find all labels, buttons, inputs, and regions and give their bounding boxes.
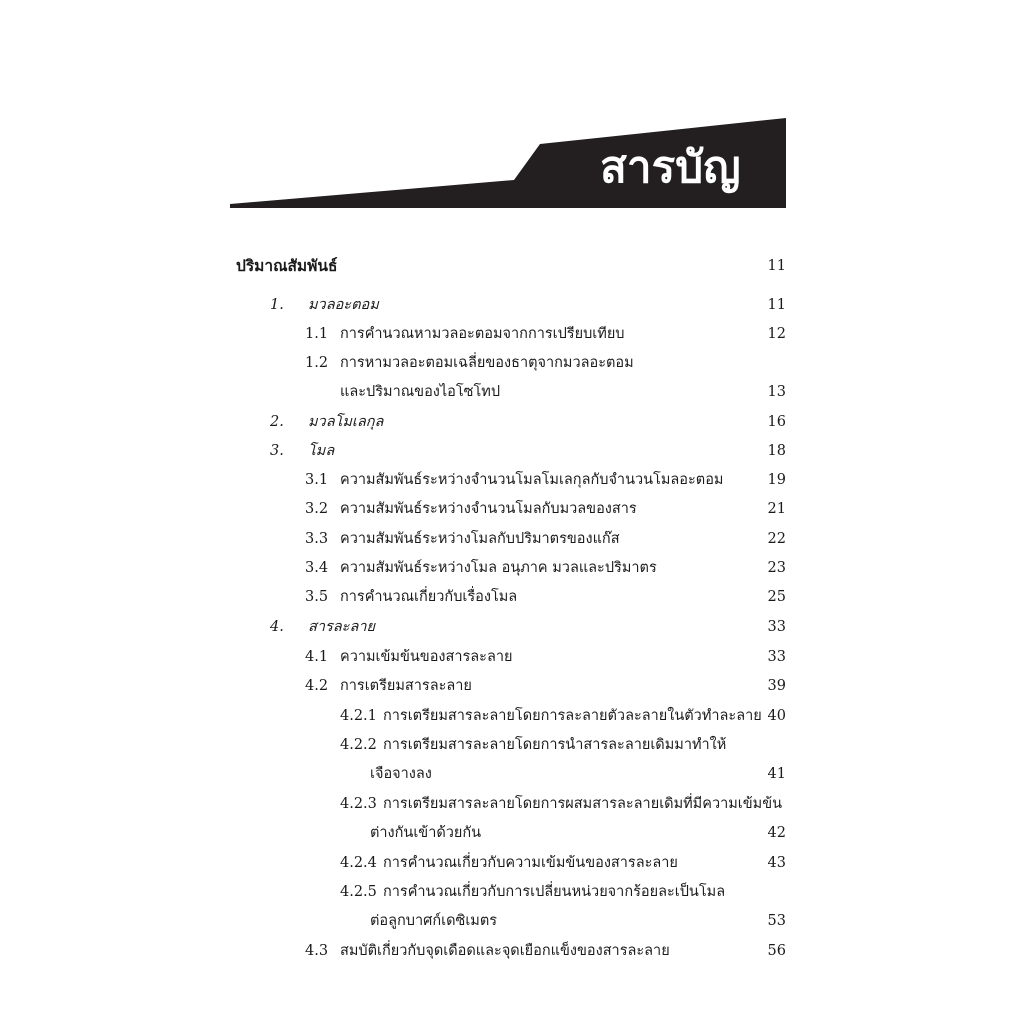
toc-entry-number: 4.2.4 bbox=[340, 855, 377, 871]
toc-page-number: 23 bbox=[767, 560, 786, 576]
toc-entry-title: การเตรียมสารละลายโดยการผสมสารละลายเดิมที่มีความเข้มข้น bbox=[383, 796, 783, 812]
page-title: สารบัญ bbox=[600, 142, 741, 193]
toc-page-number: 33 bbox=[767, 649, 786, 665]
toc-entry-title: การเตรียมสารละลาย bbox=[340, 678, 472, 694]
toc-page-number: 11 bbox=[767, 297, 786, 313]
toc-entry[interactable] bbox=[0, 321, 1024, 347]
toc-entry-title: สารละลาย bbox=[308, 619, 375, 635]
toc-entry-title-continued: เจือจางลง bbox=[370, 766, 432, 782]
toc-page-number: 39 bbox=[767, 678, 786, 694]
toc-entry[interactable] bbox=[0, 409, 1024, 435]
toc-entry-title: มวลอะตอม bbox=[308, 297, 379, 313]
toc-page-number: 16 bbox=[767, 414, 786, 430]
toc-page-number: 33 bbox=[767, 619, 786, 635]
toc-entry[interactable] bbox=[0, 673, 1024, 699]
toc-page-number: 53 bbox=[767, 913, 786, 929]
toc-entry[interactable] bbox=[0, 614, 1024, 640]
toc-entry-number: 4.3 bbox=[305, 943, 329, 959]
toc-entry[interactable] bbox=[0, 292, 1024, 318]
toc-entry-number: 4.2.3 bbox=[340, 796, 377, 812]
toc-entry-title: ปริมาณสัมพันธ์ bbox=[236, 256, 338, 275]
toc-entry-title-continued: ต่อลูกบาศก์เดซิเมตร bbox=[370, 913, 498, 929]
toc-entry[interactable] bbox=[0, 438, 1024, 464]
toc-entry-title: การคำนวณเกี่ยวกับเรื่องโมล bbox=[340, 589, 518, 605]
toc-entry-title: โมล bbox=[308, 443, 335, 459]
toc-entry[interactable] bbox=[0, 467, 1024, 493]
toc-entry-title: การคำนวณเกี่ยวกับการเปลี่ยนหน่วยจากร้อยละเป็นโมล bbox=[383, 884, 726, 900]
toc-entry-title: มวลโมเลกุล bbox=[308, 414, 384, 430]
toc-entry[interactable] bbox=[0, 938, 1024, 964]
toc-entry[interactable] bbox=[0, 703, 1024, 729]
toc-entry-number: 4.2.5 bbox=[340, 884, 377, 900]
toc-entry-continuation[interactable] bbox=[0, 820, 1024, 846]
toc-entry-title: ความเข้มข้นของสารละลาย bbox=[340, 649, 513, 665]
toc-entry-number: 4. bbox=[270, 619, 284, 635]
toc-entry[interactable] bbox=[0, 644, 1024, 670]
toc-page-number: 56 bbox=[767, 943, 786, 959]
toc-entry-title: การคำนวณเกี่ยวกับความเข้มข้นของสารละลาย bbox=[383, 855, 678, 871]
toc-entry[interactable] bbox=[0, 584, 1024, 610]
toc-entry-number: 4.2.2 bbox=[340, 737, 377, 753]
toc-entry-title: การเตรียมสารละลายโดยการละลายตัวละลายในตัวทำละลาย bbox=[383, 708, 762, 724]
toc-entry-title: ความสัมพันธ์ระหว่างจำนวนโมลกับมวลของสาร bbox=[340, 501, 637, 517]
toc-entry-title: การหามวลอะตอมเฉลี่ยของธาตุจากมวลอะตอม bbox=[340, 355, 634, 371]
toc-page-number: 21 bbox=[767, 501, 786, 517]
toc-entry[interactable] bbox=[0, 496, 1024, 522]
toc-entry-number: 3.5 bbox=[305, 589, 329, 605]
toc-entry-number: 1.1 bbox=[305, 326, 329, 342]
toc-entry-continuation[interactable] bbox=[0, 908, 1024, 934]
toc-entry[interactable] bbox=[0, 791, 1024, 817]
toc-entry[interactable] bbox=[0, 350, 1024, 376]
toc-entry-title: ความสัมพันธ์ระหว่างโมลกับปริมาตรของแก๊ส bbox=[340, 531, 620, 547]
toc-entry-title-continued: ต่างกันเข้าด้วยกัน bbox=[370, 825, 482, 841]
toc-entry-title: ความสัมพันธ์ระหว่างจำนวนโมลโมเลกุลกับจำนวนโมลอะตอม bbox=[340, 472, 724, 488]
toc-page-number: 19 bbox=[767, 472, 786, 488]
toc-entry-number: 1.2 bbox=[305, 355, 329, 371]
toc-entry-number: 1. bbox=[270, 297, 284, 313]
toc-entry[interactable] bbox=[0, 732, 1024, 758]
toc-page-number: 18 bbox=[767, 443, 786, 459]
toc-entry-title: การเตรียมสารละลายโดยการนำสารละลายเดิมมาทำให้ bbox=[383, 737, 727, 753]
toc-entry-number: 3.2 bbox=[305, 501, 329, 517]
toc-entry-number: 3.4 bbox=[305, 560, 329, 576]
toc-entry-title: ความสัมพันธ์ระหว่างโมล อนุภาค มวลและปริมาตร bbox=[340, 560, 657, 576]
toc-entry-title-continued: และปริมาณของไอโซโทป bbox=[340, 384, 501, 400]
toc-entry[interactable] bbox=[0, 526, 1024, 552]
toc-page-number: 42 bbox=[767, 825, 786, 841]
toc-page-number: 25 bbox=[767, 589, 786, 605]
toc-entry-title: การคำนวณหามวลอะตอมจากการเปรียบเทียบ bbox=[340, 326, 625, 342]
toc-entry-continuation[interactable] bbox=[0, 761, 1024, 787]
toc-page-number: 40 bbox=[767, 708, 786, 724]
toc-entry[interactable] bbox=[0, 850, 1024, 876]
toc-page-number: 11 bbox=[767, 258, 786, 274]
toc-page-number: 12 bbox=[767, 326, 786, 342]
toc-page-number: 22 bbox=[767, 531, 786, 547]
toc-page-number: 13 bbox=[767, 384, 786, 400]
toc-entry-continuation[interactable] bbox=[0, 379, 1024, 405]
toc-entry-number: 4.1 bbox=[305, 649, 329, 665]
toc-entry-number: 3. bbox=[270, 443, 284, 459]
toc-entry-number: 4.2 bbox=[305, 678, 329, 694]
toc-entry-title: สมบัติเกี่ยวกับจุดเดือดและจุดเยือกแข็งของสารละลาย bbox=[340, 943, 670, 959]
toc-entry-number: 4.2.1 bbox=[340, 708, 377, 724]
toc-entry-number: 3.3 bbox=[305, 531, 329, 547]
toc-entry[interactable] bbox=[0, 555, 1024, 581]
toc-entry[interactable] bbox=[0, 879, 1024, 905]
toc-page-number: 43 bbox=[767, 855, 786, 871]
toc-part-heading[interactable] bbox=[0, 253, 1024, 279]
toc-entry-number: 2. bbox=[270, 414, 284, 430]
toc-page-number: 41 bbox=[767, 766, 786, 782]
toc-entry-number: 3.1 bbox=[305, 472, 329, 488]
